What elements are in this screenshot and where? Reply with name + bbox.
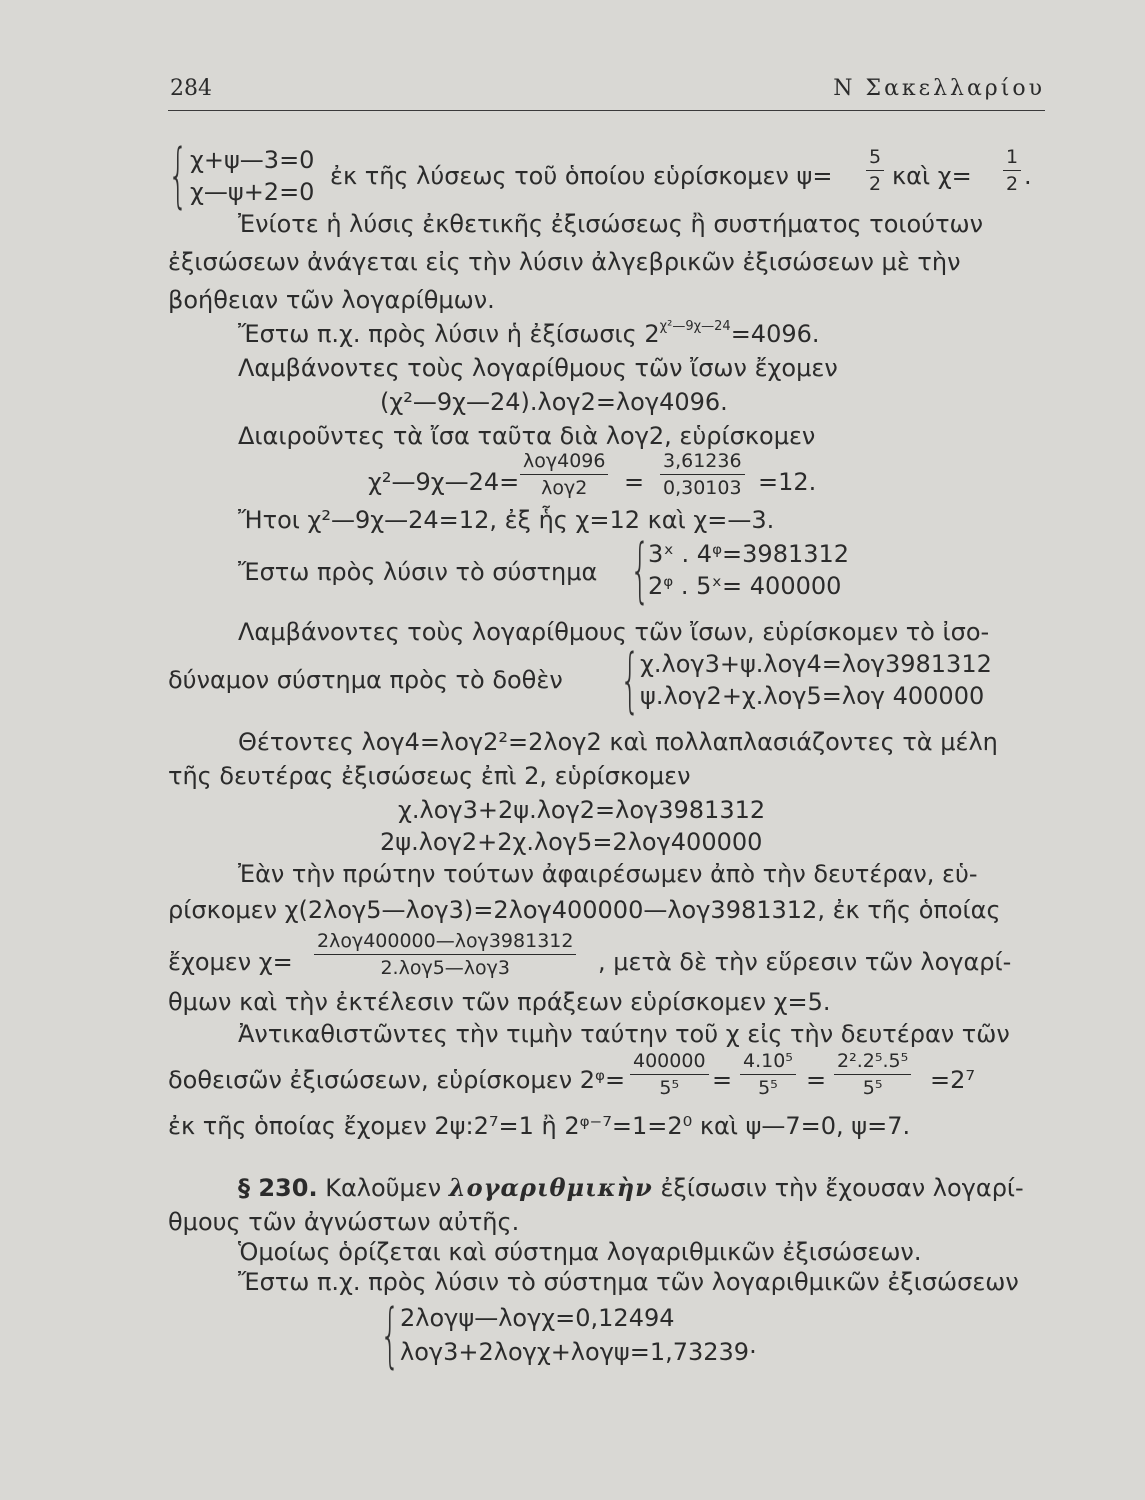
text-line: ἐκ τῆς ὁποίας ἔχομεν 2ψ:2⁷=1 ἢ 2ᵠ⁻⁷=1=2⁰ καὶ ψ—7=0, ψ=7. — [168, 1112, 911, 1140]
text-line: θμους τῶν ἀγνώστων αὐτῆς. — [168, 1208, 520, 1236]
text-line: δύναμον σύστημα πρὸς τὸ δοθὲν — [168, 666, 563, 694]
equation-lhs: χ²—9χ—24= — [368, 468, 520, 496]
denominator: 5⁵ — [758, 1077, 778, 1099]
equals-sign: = — [712, 1066, 733, 1094]
text-line: Θέτοντες λογ4=λογ2²=2λογ2 καὶ πολλαπλασιάζοντες τὰ μέλη — [238, 728, 998, 756]
numerator: 2².2⁵.5⁵ — [834, 1050, 911, 1075]
denominator: 2 — [1006, 173, 1019, 195]
numerator: 2λογ400000—λογ3981312 — [314, 930, 576, 955]
denominator: 5⁵ — [862, 1077, 883, 1099]
brace: { — [620, 639, 641, 721]
brace: { — [630, 529, 651, 611]
text-line: Ἐνίοτε ἡ λύσις ἐκθετικῆς ἐξισώσεως ἢ συστήματος τοιούτων — [238, 210, 984, 238]
text-line: Λαμβάνοντες τοὺς λογαρίθμους τῶν ἴσων ἔχομεν — [238, 354, 838, 382]
denominator: 0,30103 — [663, 477, 742, 499]
text-line — [238, 319, 820, 348]
equation: λογ3+2λογχ+λογψ=1,73239· — [400, 1338, 757, 1366]
equation-rhs: =12. — [758, 468, 817, 496]
numerator: 400000 — [630, 1050, 709, 1075]
text-line: ἔχομεν χ= — [168, 948, 293, 976]
denominator: 2 — [869, 173, 882, 195]
fraction — [740, 1050, 796, 1099]
text: =4096. — [730, 320, 820, 348]
text-line: Ἤτοι χ²—9χ—24=12, ἐξ ἧς χ=12 καὶ χ=—3. — [238, 506, 775, 534]
fraction — [866, 146, 884, 195]
text-line: Λαμβάνοντες τοὺς λογαρίθμους τῶν ἴσων, εὑρίσκομεν τὸ ἰσο- — [238, 618, 990, 646]
equation: 3ˣ . 4ᵠ=3981312 — [648, 540, 850, 568]
equation: 2ᵠ . 5ˣ= 400000 — [648, 572, 842, 600]
text-line: Ἔστω πρὸς λύσιν τὸ σύστημα — [238, 558, 598, 586]
exponent: χ²—9χ—24 — [659, 319, 731, 334]
text-line: Ὁμοίως ὁρίζεται καὶ σύστημα λογαριθμικῶν ἐξισώσεων. — [238, 1238, 922, 1266]
fraction — [630, 1050, 709, 1099]
fraction — [314, 930, 576, 979]
text-line: Διαιροῦντες τὰ ἴσα ταῦτα διὰ λογ2, εὑρίσκομεν — [238, 422, 816, 450]
text: Καλοῦμεν — [317, 1174, 449, 1202]
equals-sign: = — [624, 468, 645, 496]
brace: { — [380, 1294, 401, 1376]
fraction — [520, 450, 608, 499]
equation: χ+ψ—3=0 — [190, 146, 315, 174]
fraction — [660, 450, 745, 499]
section-number: § 230. — [238, 1174, 318, 1202]
equation: χ—ψ+2=0 — [190, 178, 315, 206]
text: Ἔστω π.χ. πρὸς λύσιν ἡ ἐξίσωσις 2 — [238, 320, 660, 348]
text-line: βοήθειαν τῶν λογαρίθμων. — [168, 286, 495, 314]
text-line: Ἐὰν τὴν πρώτην τούτων ἀφαιρέσωμεν ἀπὸ τὴν δευτέραν, εὑ- — [238, 860, 978, 888]
page-number: 284 — [170, 76, 212, 101]
brace: { — [168, 134, 189, 216]
denominator: 2.λογ5—λογ3 — [380, 957, 510, 979]
text-line: ἐκ τῆς λύσεως τοῦ ὁποίου εὑρίσκομεν ψ= — [330, 162, 833, 190]
running-title: Ν Σακελλαρίου — [833, 76, 1045, 101]
section-230 — [238, 1173, 1024, 1202]
header-rule — [168, 110, 1045, 111]
text-line: τῆς δευτέρας ἐξισώσεως ἐπὶ 2, εὑρίσκομεν — [168, 762, 691, 790]
equation: χ.λογ3+2ψ.λογ2=λογ3981312 — [398, 796, 766, 824]
equals-sign: = — [806, 1066, 827, 1094]
numerator: 3,61236 — [660, 450, 745, 475]
fraction — [834, 1050, 911, 1099]
period: . — [1024, 162, 1032, 190]
equation: (χ²—9χ—24).λογ2=λογ4096. — [380, 388, 728, 416]
text-line: Ἔστω π.χ. πρὸς λύσιν τὸ σύστημα τῶν λογαριθμικῶν ἐξισώσεων — [238, 1268, 1019, 1296]
fraction — [1003, 146, 1021, 195]
denominator: λογ2 — [541, 477, 588, 499]
numerator: 1 — [1003, 146, 1021, 171]
text-line: ρίσκομεν χ(2λογ5—λογ3)=2λογ400000—λογ3981312, ἐκ τῆς ὁποίας — [168, 896, 1001, 924]
equation-rhs: =2⁷ — [930, 1066, 975, 1094]
text-line: Ἀντικαθιστῶντες τὴν τιμὴν ταύτην τοῦ χ εἰς τὴν δευτέραν τῶν — [238, 1020, 1010, 1048]
defined-term: λογαριθμικὴν — [448, 1173, 653, 1202]
numerator: 4.10⁵ — [740, 1050, 796, 1075]
denominator: 5⁵ — [659, 1077, 680, 1099]
equation: ψ.λογ2+χ.λογ5=λογ 400000 — [640, 682, 985, 710]
text-line: δοθεισῶν ἐξισώσεων, εὑρίσκομεν 2ᵠ= — [168, 1066, 626, 1094]
equation: 2ψ.λογ2+2χ.λογ5=2λογ400000 — [380, 828, 763, 856]
text-line: καὶ χ= — [892, 162, 972, 190]
numerator: λογ4096 — [520, 450, 608, 475]
text: ἐξίσωσιν τὴν ἔχουσαν λογαρί- — [652, 1174, 1024, 1202]
text-line: , μετὰ δὲ τὴν εὕρεσιν τῶν λογαρί- — [598, 948, 1012, 976]
numerator: 5 — [866, 146, 884, 171]
text-line: θμων καὶ τὴν ἐκτέλεσιν τῶν πράξεων εὑρίσκομεν χ=5. — [168, 988, 831, 1016]
equation: 2λογψ—λογχ=0,12494 — [400, 1304, 675, 1332]
equation: χ.λογ3+ψ.λογ4=λογ3981312 — [640, 650, 992, 678]
text-line: ἐξισώσεων ἀνάγεται εἰς τὴν λύσιν ἀλγεβρικῶν ἐξισώσεων μὲ τὴν — [168, 248, 961, 276]
